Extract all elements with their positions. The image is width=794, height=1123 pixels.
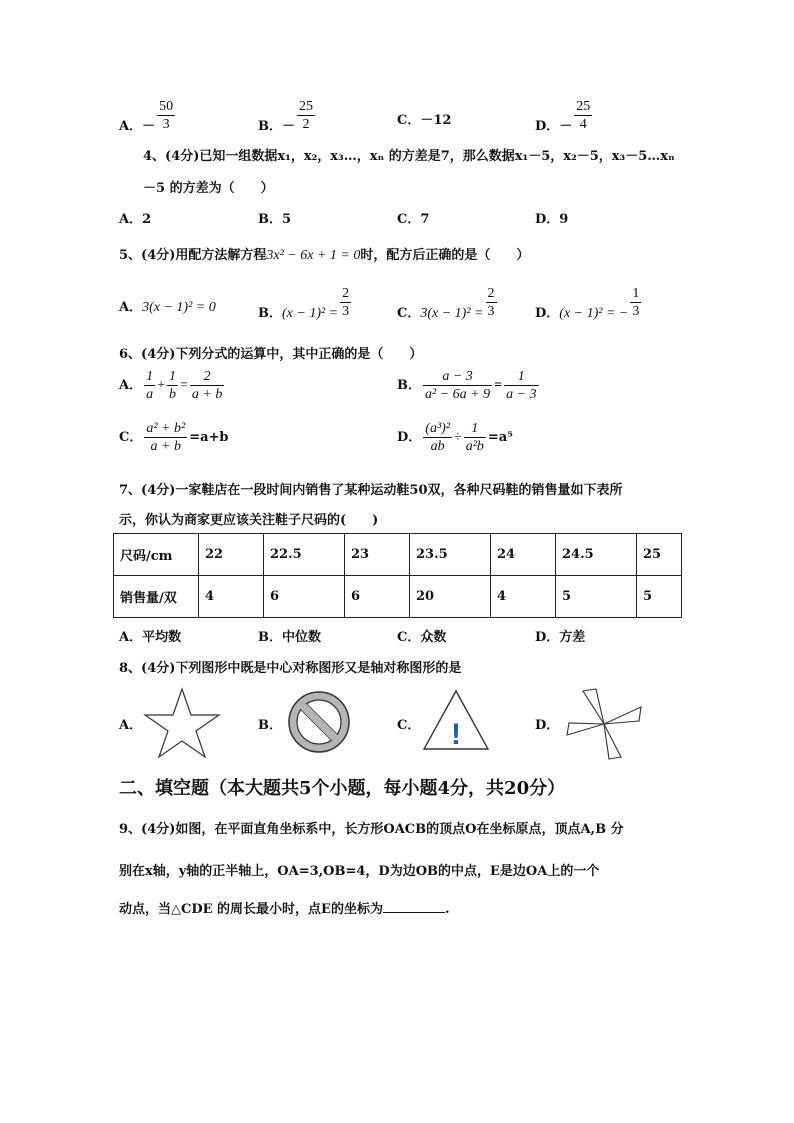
equals-sign: = (494, 378, 503, 393)
fraction (190, 368, 224, 403)
q5-option-c (397, 285, 499, 320)
q7-option-b: B．中位数 (258, 630, 321, 645)
option-label: D． (397, 430, 422, 445)
denominator: a + b (191, 387, 223, 402)
q4-option-c: C．7 (397, 212, 430, 227)
option-rhs: =a⁵ (487, 430, 513, 445)
option-label: A． (119, 378, 143, 393)
q4-option-b: B．5 (258, 212, 292, 227)
table-cell: 24 (491, 534, 556, 576)
warning-triangle-shape (421, 688, 491, 752)
fraction (297, 98, 315, 133)
fraction (167, 368, 178, 403)
option-value: －12 (420, 113, 452, 128)
fraction (464, 420, 486, 455)
q5-stem-suffix: 时，配方后正确的是（ ） (360, 248, 530, 263)
q8-stem: 8、(4分)下列图形中既是中心对称图形又是轴对称图形的是 (119, 661, 462, 676)
q6-option-c (119, 420, 229, 455)
table-cell: 6 (264, 576, 345, 618)
q9-line3-suffix: . (444, 902, 450, 917)
q6-stem: 6、(4分)下列分式的运算中，其中正确的是（ ） (119, 347, 423, 362)
denominator: 4 (579, 117, 587, 132)
table-row (114, 534, 682, 576)
q5-stem-prefix: 5、(4分)用配方法解方程 (119, 248, 267, 263)
q4-option-a: A．2 (119, 212, 152, 227)
q4-stem-line2: －5 的方差为（ ） (143, 181, 274, 196)
q8-option-c-label: C． (397, 718, 421, 733)
q7-stem-line2: 示，你认为商家更应该关注鞋子尺码的( ) (119, 513, 379, 528)
table-cell: 25 (637, 534, 682, 576)
option-label: C． (119, 430, 143, 445)
numerator: a − 3 (423, 368, 492, 386)
q9-line3-prefix: 动点，当△CDE 的周长最小时，点E的坐标为 (119, 902, 383, 917)
table-cell: 22 (199, 534, 264, 576)
numerator: 1 (464, 420, 486, 438)
exclamation-mark: ! (451, 718, 461, 751)
table-cell: 5 (556, 576, 637, 618)
q4-stem-line1: 4、(4分)已知一组数据x₁，x₂，x₃…，xₙ 的方差是7，那么数据x₁－5，x₂－5，x₃－5…xₙ (143, 149, 675, 164)
pinwheel-shape (563, 685, 645, 763)
q5-equation: 3x² − 6x + 1 = 0 (266, 248, 361, 263)
table-cell: 20 (410, 576, 491, 618)
q6-option-a (119, 368, 226, 403)
equals-sign: = (180, 378, 188, 393)
fraction (504, 368, 538, 403)
table-cell: 24.5 (556, 534, 637, 576)
section-2-title: 二、填空题（本大题共5个小题，每小题4分，共20分） (119, 778, 566, 799)
fraction (423, 368, 492, 403)
denominator: 3 (162, 117, 170, 132)
fraction (423, 420, 452, 455)
minus-sign: － (559, 119, 573, 134)
fraction (340, 285, 351, 320)
denominator: 3 (487, 304, 495, 319)
denominator: a² − 6a + 9 (425, 387, 491, 402)
option-label: D． (535, 119, 560, 134)
option-label: B． (258, 306, 282, 321)
q8-option-d-label: D． (535, 718, 560, 733)
shoe-size-table (113, 533, 682, 618)
q7-stem-line1: 7、(4分)一家鞋店在一段时间内销售了某种运动鞋50双，各种尺码鞋的销售量如下表所 (119, 483, 623, 498)
table-cell: 销售量/双 (114, 576, 199, 618)
q9-line3 (119, 898, 450, 917)
fraction (144, 368, 155, 403)
option-label: C． (397, 306, 421, 321)
table-cell: 23 (345, 534, 410, 576)
q5-option-d (535, 285, 643, 320)
minus-sign: － (142, 119, 156, 134)
denominator: 3 (632, 304, 640, 319)
q5-option-a (119, 285, 216, 315)
numerator: 1 (169, 369, 176, 384)
star-shape (143, 687, 221, 759)
denominator: a²b (465, 439, 484, 454)
numerator: 25 (576, 99, 591, 114)
option-lhs: (x − 1)² = − (559, 306, 629, 321)
option-label: A． (119, 300, 143, 315)
option-label: D． (535, 306, 560, 321)
denominator: b (169, 387, 176, 402)
q9-line2: 别在x轴，y轴的正半轴上，OA=3,OB=4，D为边OB的中点，E是边OA上的一个 (119, 864, 600, 879)
q3-option-a (119, 98, 177, 133)
option-label: B． (258, 119, 282, 134)
table-cell: 4 (199, 576, 264, 618)
minus-sign: － (282, 119, 296, 134)
numerator: 2 (487, 286, 495, 301)
q9-line1: 9、(4分)如图，在平面直角坐标系中，长方形OACB的顶点O在坐标原点，顶点A,B 分 (119, 822, 624, 837)
prohibition-sign-shape (285, 688, 353, 756)
plus-sign: + (157, 378, 165, 393)
numerator: 1 (632, 286, 640, 301)
q3-option-b (258, 98, 317, 133)
option-lhs: (x − 1)² = (282, 306, 339, 321)
table-cell: 23.5 (410, 534, 491, 576)
q5-stem (119, 244, 529, 264)
fraction (574, 98, 592, 133)
numerator: 2 (190, 368, 224, 386)
q8-option-b-label: B． (258, 718, 282, 733)
numerator: 1 (504, 368, 538, 386)
fraction (486, 285, 497, 320)
option-lhs: 3(x − 1)² = (420, 306, 484, 321)
option-label: A． (119, 119, 143, 134)
q5-option-b (258, 285, 353, 320)
table-cell: 4 (491, 576, 556, 618)
table-cell: 尺码/cm (114, 534, 199, 576)
q7-option-c: C．众数 (397, 630, 447, 645)
numerator: 50 (159, 99, 174, 114)
option-rhs: =a+b (189, 430, 229, 445)
table-cell: 5 (637, 576, 682, 618)
denominator: a + b (150, 439, 181, 454)
fraction (630, 285, 641, 320)
denominator: a (146, 387, 154, 402)
option-label: B． (397, 378, 421, 393)
numerator: (a³)² (425, 421, 450, 436)
q4-option-d: D．9 (535, 212, 569, 227)
q7-option-d: D．方差 (535, 630, 586, 645)
division-sign: ÷ (454, 430, 462, 445)
q3-option-c (397, 109, 451, 128)
option-label: C． (397, 113, 421, 128)
q7-option-a: A．平均数 (119, 630, 182, 645)
q3-option-d (535, 98, 594, 133)
fraction (144, 420, 187, 455)
q8-option-a-label: A． (119, 718, 143, 733)
numerator: a² + b² (146, 421, 186, 436)
fraction (157, 98, 175, 133)
q6-option-d (397, 420, 513, 455)
table-cell: 22.5 (264, 534, 345, 576)
answer-blank[interactable] (383, 899, 445, 913)
denominator: a − 3 (506, 387, 537, 402)
denominator: 3 (342, 304, 350, 319)
denominator: 2 (302, 117, 310, 132)
q6-option-b (397, 368, 541, 403)
denominator: ab (430, 439, 445, 454)
numerator: 1 (146, 369, 154, 384)
table-row (114, 576, 682, 618)
table-cell: 6 (345, 576, 410, 618)
numerator: 2 (342, 286, 350, 301)
option-expr: 3(x − 1)² = 0 (142, 300, 216, 315)
numerator: 25 (299, 99, 314, 114)
